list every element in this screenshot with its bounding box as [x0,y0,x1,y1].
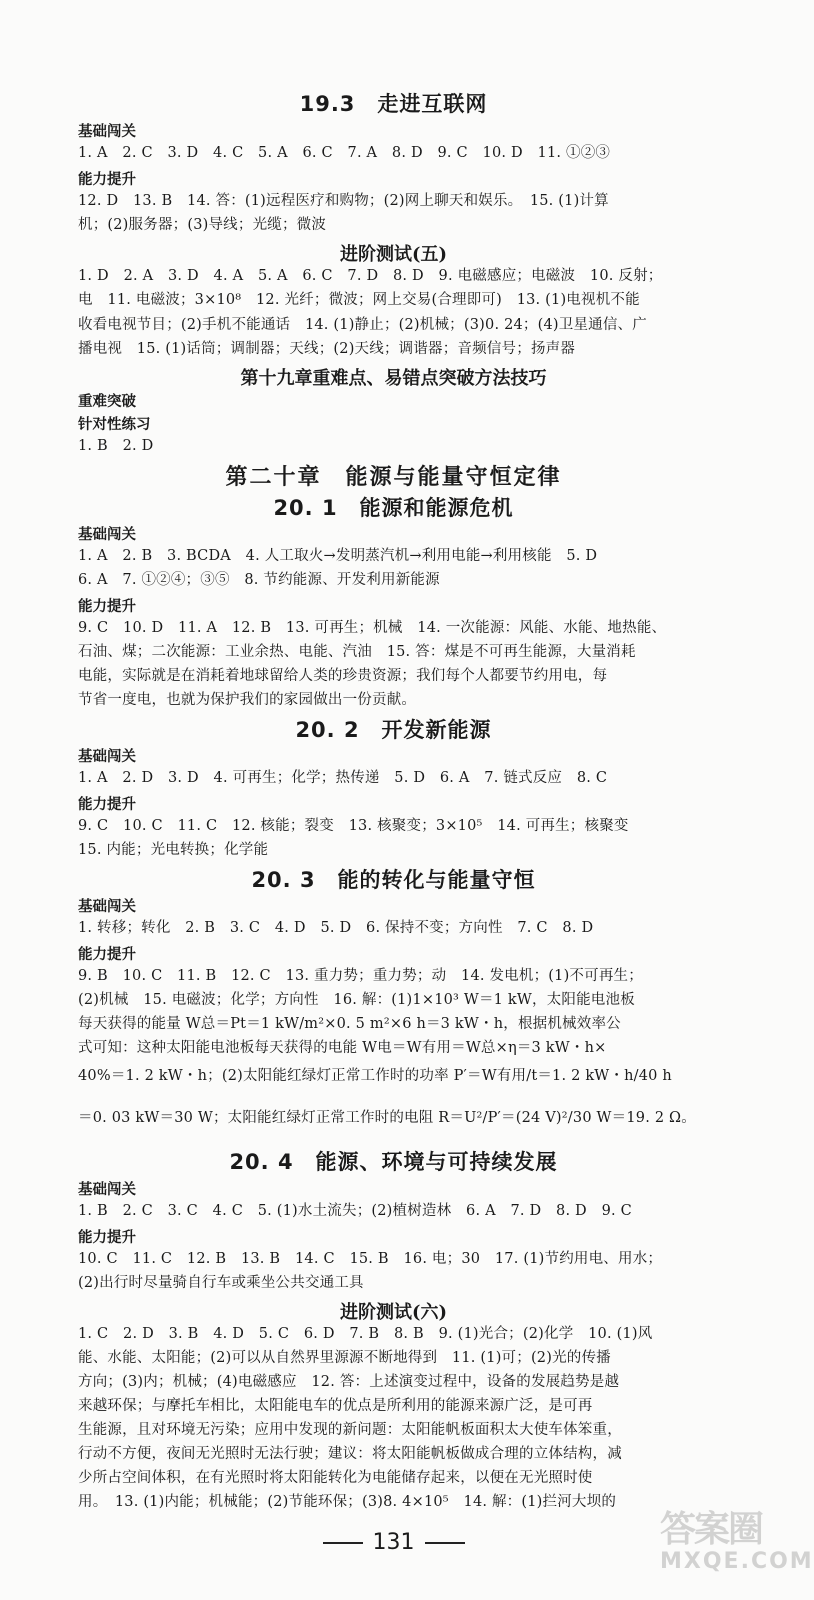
answer-line: 9. C 10. C 11. C 12. 核能；裂变 13. 核聚变；3×10⁵ 14. 可再生；核聚变 [78,818,629,834]
answer-line: 1. B 2. C 3. C 4. C 5. (1)水土流失；(2)植树造林 6. A 7. D 8. D 9. C [78,1203,632,1219]
answer-line: (2)机械 15. 电磁波；化学；方向性 16. 解：(1)1×10³ W＝1 kW，太阳能电池板 [78,992,635,1008]
answer-line: 1. C 2. D 3. B 4. D 5. C 6. D 7. B 8. B 9. (1)光合；(2)化学 10. (1)风 [78,1326,653,1342]
answer-line: 能、水能、太阳能；(2)可以从自然界里源源不断地得到 11. (1)可；(2)光的传播 [78,1350,611,1366]
basic-label-20-3: 基础闯关 [78,899,136,915]
answer-line: 行动不方便，夜间无光照时无法行驶；建议：将太阳能帆板做成合理的立体结构，减 [78,1446,622,1462]
answer-line: 用。 13. (1)内能；机械能；(2)节能环保；(3)8. 4×10⁵ 14. 解：(1)拦河大坝的 [78,1494,617,1510]
test-title-6: 进阶测试(六) [339,1302,448,1323]
answer-line: 电 11. 电磁波；3×10⁸ 12. 光纤；微波；网上交易(合理即可) 13. (1)电视机不能 [78,292,640,308]
answer-line: 12. D 13. B 14. 答：(1)远程医疗和购物；(2)网上聊天和娱乐。 15. (1)计算 [78,193,609,209]
basic-label-20-1: 基础闯关 [78,527,136,543]
answer-line: 石油、煤；二次能源：工业余热、电能、汽油 15. 答：煤是不可再生能源，大量消耗 [78,644,636,660]
answer-line: 15. 内能；光电转换；化学能 [78,842,269,858]
answer-line: ＝0. 03 kW＝30 W；太阳能红绿灯正常工作时的电阻 R＝U²/P′＝(24 V)²/30 W＝19. 2 Ω。 [78,1110,696,1126]
section-title-20-3: 20. 3 能的转化与能量守恒 [251,868,536,892]
answer-line: 1. B 2. D [78,438,154,454]
answer-line: 机；(2)服务器；(3)导线；光缆；微波 [78,217,327,233]
answer-line: 6. A 7. ①②④；③⑤ 8. 节约能源、开发利用新能源 [78,572,440,588]
page-number-text: 131 [372,1530,415,1555]
test-title-5: 进阶测试(五) [339,244,448,265]
watermark-line2: MXQE.COM [660,1549,814,1574]
answer-line: 1. 转移；转化 2. B 3. C 4. D 5. D 6. 保持不变；方向性 7. C 8. D [78,920,594,936]
answer-line: 少所占空间体积，在有光照时将太阳能转化为电能储存起来，以便在无光照时使 [78,1470,593,1486]
answer-line: 生能源，且对环境无污染；应用中发现的新问题：太阳能帆板面积太大使车体笨重， [78,1422,622,1438]
answer-line: 来越环保；与摩托车相比，太阳能电车的优点是所利用的能源来源广泛，是可再 [78,1398,593,1414]
section-title-20-1: 20. 1 能源和能源危机 [273,496,514,520]
answer-line: 1. D 2. A 3. D 4. A 5. A 6. C 7. D 8. D 9. 电磁感应；电磁波 10. 反射； [78,268,663,284]
answer-line: 10. C 11. C 12. B 13. B 14. C 15. B 16. 电；30 17. (1)节约用电、用水； [78,1251,663,1267]
answer-line: 电能，实际就是在消耗着地球留给人类的珍贵资源；我们每个人都要节约用电，每 [78,668,608,684]
chapter-title-20: 第二十章 能源与能量守恒定律 [225,464,562,490]
tips-label-practice: 针对性练习 [78,417,151,433]
answer-line: 方向；(3)内；机械；(4)电磁感应 12. 答：上述演变过程中，设备的发展趋势是越 [78,1374,620,1390]
answer-line: 1. A 2. D 3. D 4. 可再生；化学；热传递 5. D 6. A 7. 链式反应 8. C [78,770,608,786]
answer-line: 40%＝1. 2 kW・h；(2)太阳能红绿灯正常工作时的功率 P′＝W有用/t＝1. 2 kW・h/40 h [78,1068,672,1084]
section-title-20-4: 20. 4 能源、环境与可持续发展 [229,1150,558,1174]
basic-label-19-3: 基础闯关 [78,124,136,140]
watermark-logo [660,1509,814,1596]
section-title-19-3: 19.3 走进互联网 [299,92,488,116]
advanced-label-20-4: 能力提升 [78,1230,136,1246]
answer-line: 1. A 2. B 3. BCDA 4. 人工取火→发明蒸汽机→利用电能→利用核能 5. D [78,548,598,564]
answer-line: 节省一度电，也就为保护我们的家园做出一份贡献。 [78,692,417,708]
answer-line: 收看电视节目；(2)手机不能通话 14. (1)静止；(2)机械；(3)0. 24；(4)卫星通信、广 [78,317,647,333]
answer-line: 1. A 2. C 3. D 4. C 5. A 6. C 7. A 8. D 9. C 10. D 11. ①②③ [78,145,611,161]
answer-line: (2)出行时尽量骑自行车或乘坐公共交通工具 [78,1275,364,1291]
advanced-label-19-3: 能力提升 [78,172,136,188]
section-title-20-2: 20. 2 开发新能源 [295,718,492,742]
dash-right [425,1542,465,1544]
advanced-label-20-1: 能力提升 [78,599,136,615]
answer-line: 9. B 10. C 11. B 12. C 13. 重力势；重力势；动 14. 发电机；(1)不可再生； [78,968,643,984]
answer-line: 式可知：这种太阳能电池板每天获得的电能 W电＝W有用＝W总×η＝3 kW・h× [78,1040,607,1056]
tips-label-key: 重难突破 [78,394,136,410]
tips-title-ch19: 第十九章重难点、易错点突破方法技巧 [240,368,547,389]
dash-left [323,1542,363,1544]
answer-line: 播电视 15. (1)话筒；调制器；天线；(2)天线；调谐器；音频信号；扬声器 [78,341,576,357]
basic-label-20-4: 基础闯关 [78,1182,136,1198]
basic-label-20-2: 基础闯关 [78,749,136,765]
advanced-label-20-3: 能力提升 [78,947,136,963]
advanced-label-20-2: 能力提升 [78,797,136,813]
watermark-line1: 答案圈 [660,1509,763,1550]
answer-line: 每天获得的能量 W总＝Pt＝1 kW/m²×0. 5 m²×6 h＝3 kW・h，根据机械效率公 [78,1016,621,1032]
answer-line: 9. C 10. D 11. A 12. B 13. 可再生；机械 14. 一次能源：风能、水能、地热能、 [78,620,667,636]
